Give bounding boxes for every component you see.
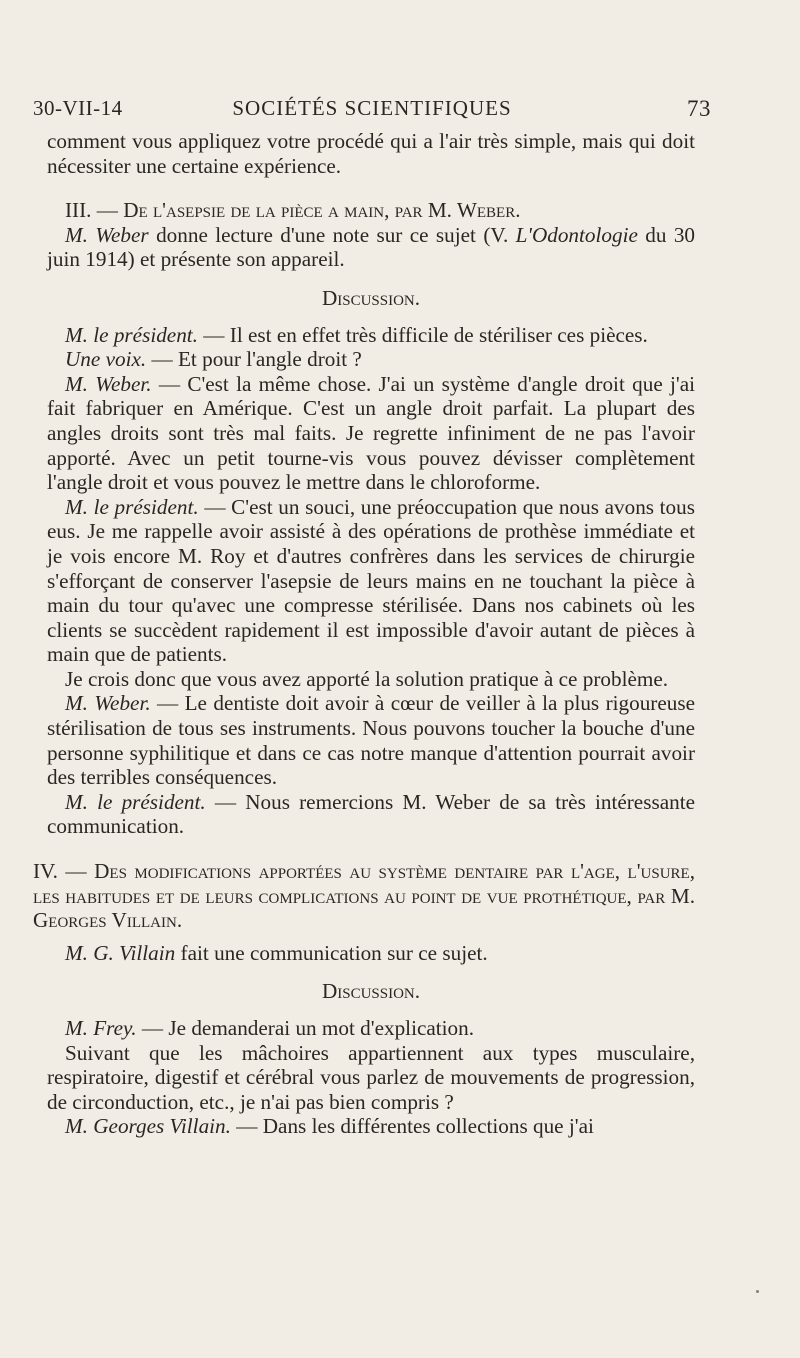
section-heading-iii: III. — De l'asepsie de la pièce a main, par M. Weber. [65, 198, 521, 223]
paragraph-text: donne lecture d'une note sur ce sujet (V. [148, 222, 516, 247]
header-date: 30-VII-14 [33, 96, 123, 120]
speaker: M. le président. [65, 322, 198, 347]
paragraph [47, 1114, 695, 1139]
reference: L'Odontologie [515, 222, 638, 247]
paragraph-text: — Nous remercions M. Weber de sa très intéressante communication. [47, 789, 695, 839]
speaker: M. G. Villain [65, 940, 176, 965]
header-title: SOCIÉTÉS SCIENTIFIQUES [232, 96, 512, 120]
paragraph: Je crois donc que vous avez apporté la solution pratique à ce problème. [65, 666, 669, 691]
paragraph [47, 691, 695, 789]
speaker: M. Frey. [65, 1016, 137, 1040]
paragraph: Suivant que les mâchoires appartiennent aux types musculaire, respiratoire, digestif et cérébral vous parlez de mouvements de progression, de circonduction, etc., je n'ai pas bien compris ? [47, 1040, 695, 1114]
paper-speck [756, 1290, 759, 1293]
paragraph-text: — Et pour l'angle droit ? [146, 347, 362, 372]
speaker: M. le président. [65, 789, 206, 814]
paragraph [47, 941, 695, 966]
paragraph [47, 495, 695, 667]
discussion-heading: Discussion. [321, 979, 421, 1004]
speaker: M. Georges Villain. [65, 1114, 231, 1139]
paragraph: comment vous appliquez votre procédé qui a l'air très simple, mais qui doit nécessiter une certaine expérience. [47, 129, 695, 178]
paragraph-text: fait une communication sur ce sujet. [175, 940, 488, 965]
page-number: 73 [687, 96, 711, 121]
speaker: M. Weber. [65, 691, 151, 716]
paragraph [47, 1016, 695, 1041]
page-body [33, 129, 696, 1139]
paragraph-text: du 30 juin 1914) et présente son appareil. [47, 222, 696, 272]
section-heading-iv: IV. — Des modifications apportées au système dentaire par l'age, l'usure, les habitudes et de leurs complications au point de vue prothétique, par M. Georges Villain. [33, 859, 695, 933]
speaker: M. Weber [65, 222, 149, 247]
speaker: M. Weber. [65, 371, 152, 396]
paragraph-text: — Il est en effet très difficile de stériliser ces pièces. [197, 322, 648, 347]
paragraph [47, 372, 695, 495]
paragraph-text: — Je demanderai un mot d'explication. [136, 1016, 475, 1040]
paragraph [47, 347, 695, 372]
speaker: Une voix. [65, 347, 147, 372]
paragraph-text: — Le dentiste doit avoir à cœur de veiller à la plus rigoureuse stérilisation de tous ses instruments. Nous pouvons toucher la bouche d'une personne syphilitique et dans ce cas notre manque d'attention pourrait avoir des terribles conséquences. [47, 691, 695, 790]
paragraph [47, 223, 695, 272]
discussion-heading: Discussion. [321, 285, 421, 310]
running-header [33, 96, 711, 126]
paragraph-text: — C'est la même chose. J'ai un système d'angle droit que j'ai fait fabriquer en Amérique. C'est un angle droit parfait. La plupart des angles droits sont très mal faits. Je regrette infiniment de ne pas l'avoir apporté. Avec un petit tourne-vis vous pouvez dévisser complètement l'angle droit et vous pouvez le mettre dans le chloroforme. [47, 371, 696, 495]
paragraph-text: — C'est un souci, une préoccupation que nous avons tous eus. Je me rappelle avoir assisté à des opérations de prothèse immédiate et je vois encore M. Roy et d'autres confrères dans les services de chirurgie s'efforçant de conserver l'asepsie de leurs mains en ne touchant la pièce à main du tour qu'avec une compresse stérilisée. Dans nos cabinets où les clients se succèdent rapidement il est impossible d'avoir autant de pièces à main que de patients. [47, 494, 695, 667]
paragraph-text: — Dans les différentes collections que j'ai [230, 1114, 594, 1139]
paragraph [47, 790, 695, 839]
speaker: M. le président. [65, 494, 199, 519]
paragraph [47, 323, 695, 348]
